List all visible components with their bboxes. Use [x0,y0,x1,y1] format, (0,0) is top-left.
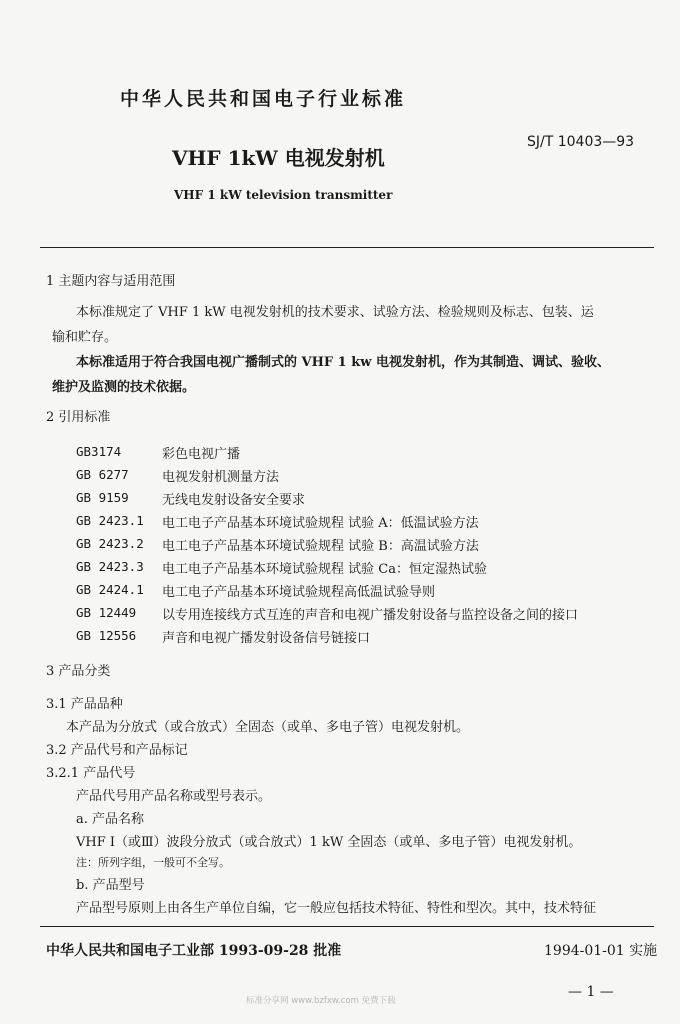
section-2-heading: 2 引用标准 [46,410,111,425]
reference-title: 电工电子产品基本环境试验规程 试验 B：高温试验方法 [162,539,479,554]
issuer-approval: 中华人民共和国电子工业部 1993-09-28 批准 [46,943,342,959]
reference-code: GB 2423.3 [76,559,144,574]
section-3-2-1-text: 产品代号用产品名称或型号表示。 [76,789,272,804]
item-a-text: VHF Ⅰ（或Ⅲ）波段分放式（或合放式）1 kW 全固态（或单、多电子管）电视发射机。 [76,835,582,850]
reference-title: 电工电子产品基本环境试验规程 试验 Ca：恒定湿热试验 [162,562,487,577]
watermark: 标准分享网 www.bzfxw.com 免费下载 [246,996,396,1006]
item-b-label: b. 产品型号 [76,878,145,893]
section-1-paragraph-1-line-2: 输和贮存。 [52,330,118,345]
item-b-text: 产品型号原则上由各生产单位自编，它一般应包括技术特征、特性和型次。其中，技术特征 [76,901,597,916]
reference-title: 电工电子产品基本环境试验规程高低温试验导则 [162,585,436,600]
reference-code: GB 2423.1 [76,513,144,528]
reference-code: GB 9159 [76,490,129,505]
section-3-2-heading: 3.2 产品代号和产品标记 [46,743,188,758]
section-3-1-heading: 3.1 产品品种 [46,697,123,712]
reference-title: 彩色电视广播 [162,447,241,462]
standard-body-header: 中华人民共和国电子行业标准 [120,88,407,110]
section-3-heading: 3 产品分类 [46,664,111,679]
section-1-paragraph-1-line-1: 本标准规定了 VHF 1 kW 电视发射机的技术要求、试验方法、检验规则及标志、包装、运 [76,305,594,320]
document-title-cn: VHF 1kW 电视发射机 [172,146,385,170]
document-title-en: VHF 1 kW television transmitter [174,188,393,202]
footer-divider [40,926,654,927]
reference-title: 以专用连接线方式互连的声音和电视广播发射设备与监控设备之间的接口 [162,608,579,623]
note-text: 注：所列字组，一般可不全写。 [76,856,230,869]
reference-code: GB 2423.2 [76,536,144,551]
section-1-heading: 1 主题内容与适用范围 [46,274,176,289]
section-3-1-text: 本产品为分放式（或合放式）全固态（或单、多电子管）电视发射机。 [66,720,470,735]
item-a-label: a. 产品名称 [76,812,145,827]
section-1-paragraph-2-line-1: 本标准适用于符合我国电视广播制式的 VHF 1 kw 电视发射机，作为其制造、调试、验收、 [76,355,610,370]
header-divider [40,247,654,248]
implementation-date: 1994-01-01 实施 [544,943,658,959]
reference-title: 声音和电视广播发射设备信号链接口 [162,631,371,646]
reference-code: GB3174 [76,444,122,459]
reference-title: 电工电子产品基本环境试验规程 试验 A：低温试验方法 [162,516,479,531]
reference-code: GB 12556 [76,628,137,643]
page-number: — 1 — [568,984,614,1000]
standard-code: SJ/T 10403—93 [527,134,635,150]
reference-code: GB 2424.1 [76,582,144,597]
reference-title: 电视发射机测量方法 [162,470,280,485]
reference-code: GB 6277 [76,467,129,482]
section-3-2-1-heading: 3.2.1 产品代号 [46,766,136,781]
reference-title: 无线电发射设备安全要求 [162,493,306,508]
reference-code: GB 12449 [76,605,137,620]
section-1-paragraph-2-line-2: 维护及监测的技术依据。 [52,380,196,395]
